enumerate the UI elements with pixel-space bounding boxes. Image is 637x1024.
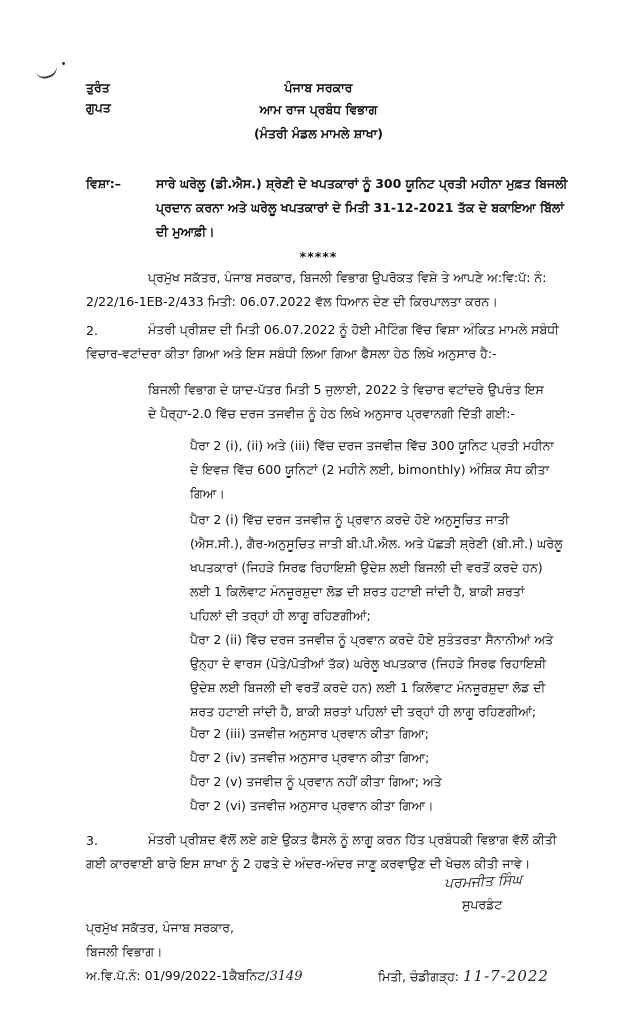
reference-number-handwritten: 3149 — [269, 969, 303, 984]
subject-text — [156, 172, 567, 244]
item-line: ਪੈਰਾ 2 (i), (ii) ਅਤੇ (iii) ਵਿੱਚ ਦਰਜ ਤਜਵੀਜ਼ ਵਿੱਚ 300 ਯੂਨਿਟ ਪ੍ਰਤੀ ਮਹੀਨਾ — [190, 438, 554, 453]
paragraph-1 — [86, 266, 546, 314]
paragraph-2-number: 2. — [86, 323, 98, 338]
branch-title: (ਮੰਤਰੀ ਮੰਡਲ ਮਾਮਲੇ ਸ਼ਾਖਾ) — [254, 126, 383, 141]
signature: ਪਰਮਜੀਤ ਸਿੰਘ — [443, 871, 523, 893]
secret-label: ਗੁਪਤ — [86, 100, 111, 115]
item-line: ਲਈ 1 ਕਿਲੋਵਾਟ ਮੰਨਜ਼ੂਰਸ਼ੁਦਾ ਲੋਡ ਦੀ ਸ਼ਰਤ ਹਟਾਈ ਜਾਂਦੀ ਹੈ, ਬਾਕੀ ਸ਼ਰਤਾਂ — [190, 584, 525, 599]
decision-item-4 — [190, 722, 429, 746]
item-line: (ਐਸ.ਸੀ.), ਗੈਰ-ਅਨੁਸੂਚਿਤ ਜਾਤੀ ਬੀ.ਪੀ.ਐਲ. ਅਤੇ ਪੱਛੜੀ ਸ਼੍ਰੇਣੀ (ਬੀ.ਸੀ.) ਘਰੇਲੂ — [190, 536, 563, 551]
addressee-line-2: ਬਿਜਲੀ ਵਿਭਾਗ। — [86, 944, 163, 959]
paragraph-line: ਪ੍ਰਮੁੱਖ ਸਕੱਤਰ, ਪੰਜਾਬ ਸਰਕਾਰ, ਬਿਜਲੀ ਵਿਭਾਗ ਉਪਰੋਕਤ ਵਿਸ਼ੇ ਤੇ ਆਪਣੇ ਅ:ਵਿ:ਪੱ: ਨੰ: — [148, 270, 547, 285]
item-line: ਗਿਆ। — [190, 486, 225, 501]
item-line: ਪੈਰਾ 2 (vi) ਤਜਵੀਜ਼ ਅਨੁਸਾਰ ਪ੍ਰਵਾਨ ਕੀਤਾ ਗਿਆ। — [190, 798, 434, 813]
item-line: ਪੈਰਾ 2 (iii) ਤਜਵੀਜ਼ ਅਨੁਸਾਰ ਪ੍ਰਵਾਨ ਕੀਤਾ ਗਿਆ; — [190, 726, 429, 741]
reference-number-prefix: ਅ.ਵਿ.ਪੱ.ਨੰ: 01/99/2022-1ਕੈਬਨਿਟ/ — [86, 968, 270, 983]
addressee-line-1: ਪ੍ਰਮੁੱਖ ਸਕੱਤਰ, ਪੰਜਾਬ ਸਰਕਾਰ, — [86, 920, 234, 935]
urgent-label: ਤੁਰੰਤ — [86, 80, 110, 95]
decision-item-5 — [190, 746, 429, 770]
decision-item-6 — [190, 770, 442, 794]
paragraph-line: ਮੰਤਰੀ ਪ੍ਰੀਸ਼ਦ ਵੱਲੋਂ ਲਏ ਗਏ ਉਕਤ ਫੈਸਲੇ ਨੂੰ ਲਾਗੂ ਕਰਨ ਹਿੱਤ ਪ੍ਰਬੰਧਕੀ ਵਿਭਾਗ ਵੱਲੋਂ ਕੀਤੀ — [148, 832, 557, 847]
paragraph-line: ਗਈ ਕਾਰਵਾਈ ਬਾਰੇ ਇਸ ਸ਼ਾਖਾ ਨੂੰ 2 ਹਫਤੇ ਦੇ ਅੰਦਰ-ਅੰਦਰ ਜਾਣੂ ਕਰਵਾਉਣ ਦੀ ਖੇਚਲ ਕੀਤੀ ਜਾਵੇ। — [86, 856, 531, 871]
paragraph-line: 2/22/16-1EB-2/433 ਮਿਤੀ: 06.07.2022 ਵੱਲ ਧਿਆਨ ਦੇਣ ਦੀ ਕਿਰਪਾਲਤਾ ਕਰਨ। — [86, 294, 498, 309]
issue-date-prefix: ਮਿਤੀ, ਚੰਡੀਗੜ੍ਹ: — [378, 969, 460, 984]
paragraph-line: ਦੇ ਪੈਰ੍ਹਾ-2.0 ਵਿੱਚ ਦਰਜ ਤਜਵੀਜ਼ ਨੂੰ ਹੇਠ ਲਿਖੇ ਅਨੁਸਾਰ ਪ੍ਰਵਾਨਗੀ ਦਿੱਤੀ ਗਈ:- — [148, 406, 515, 421]
decision-item-3 — [190, 628, 553, 724]
item-line: ਸ਼ਰਤ ਹਟਾਈ ਜਾਂਦੀ ਹੈ, ਬਾਕੀ ਸ਼ਰਤਾਂ ਪਹਿਲਾਂ ਦੀ ਤਰ੍ਹਾਂ ਹੀ ਲਾਗੂ ਰਹਿਣਗੀਆਂ; — [190, 704, 537, 719]
decision-item-2 — [190, 508, 563, 628]
subject-line: ਦੀ ਮੁਆਫ਼ੀ। — [156, 224, 215, 239]
paragraph-line: ਮੰਤਰੀ ਪ੍ਰੀਸ਼ਦ ਦੀ ਮਿਤੀ 06.07.2022 ਨੂੰ ਹੋਈ ਮੀਟਿੰਗ ਵਿੱਚ ਵਿਸ਼ਾ ਅੰਕਿਤ ਮਾਮਲੇ ਸਬੰਧੀ — [148, 322, 559, 337]
decision-intro — [148, 378, 544, 426]
reference-number — [86, 966, 303, 987]
item-line: ਉਨ੍ਹਾ ਦੇ ਵਾਰਸ (ਪੋਤੇ/ਪੋਤੀਆਂ ਤੱਕ) ਘਰੇਲੂ ਖਪਤਕਾਰ (ਜਿਹੜੇ ਸਿਰਫ ਰਿਹਾਇਸ਼ੀ — [190, 656, 547, 671]
item-line: ਦੇ ਇਵਜ਼ ਵਿੱਚ 600 ਯੂਨਿਟਾਂ (2 ਮਹੀਨੇ ਲਈ, bimonthly) ਅੰਸ਼ਿਕ ਸੋਧ ਕੀਤਾ — [190, 462, 550, 477]
gov-title: ਪੰਜਾਬ ਸਰਕਾਰ — [284, 80, 353, 95]
decision-item-7 — [190, 794, 434, 818]
item-line: ਪੈਰਾ 2 (i) ਵਿੱਚ ਦਰਜ ਤਜਵੀਜ਼ ਨੂੰ ਪ੍ਰਵਾਨ ਕਰਦੇ ਹੋਏ ਅਨੁਸੂਚਿਤ ਜਾਤੀ — [190, 512, 510, 527]
paragraph-line: ਵਿਚਾਰ-ਵਟਾਂਦਰਾ ਕੀਤਾ ਗਿਆ ਅਤੇ ਇਸ ਸਬੰਧੀ ਲਿਆ ਗਿਆ ਫੈਸਲਾ ਹੇਠ ਲਿਖੇ ਅਨੁਸਾਰ ਹੈ:- — [86, 346, 497, 361]
paragraph-line: ਬਿਜਲੀ ਵਿਭਾਗ ਦੇ ਯਾਦ-ਪੱਤਰ ਮਿਤੀ 5 ਜੁਲਾਈ, 2022 ਤੇ ਵਿਚਾਰ ਵਟਾਂਦਰੇ ਉਪਰੰਤ ਇਸ — [148, 382, 544, 397]
subject-line: ਪ੍ਰਦਾਨ ਕਰਨਾ ਅਤੇ ਘਰੇਲੂ ਖਪਤਕਾਰਾਂ ਦੇ ਮਿਤੀ 31-12-2021 ਤੱਕ ਦੇ ਬਕਾਇਆ ਬਿੱਲਾਂ — [156, 200, 564, 215]
separator-stars: ***** — [299, 249, 338, 264]
issue-date-handwritten: 11-7-2022 — [463, 967, 549, 985]
paragraph-3 — [86, 828, 557, 876]
subject-label: ਵਿਸ਼ਾ:– — [86, 176, 121, 191]
item-line: ਪੈਰਾ 2 (iv) ਤਜਵੀਜ਼ ਅਨੁਸਾਰ ਪ੍ਰਵਾਨ ਕੀਤਾ ਗਿਆ; — [190, 750, 430, 765]
item-line: ਉਦੇਸ਼ ਲਈ ਬਿਜਲੀ ਦੀ ਵਰਤੋਂ ਕਰਦੇ ਹਨ) ਲਈ 1 ਕਿਲੋਵਾਟ ਮੰਨਜ਼ੂਰਸ਼ੁਦਾ ਲੋਡ ਦੀ — [190, 680, 546, 695]
paragraph-2 — [86, 318, 559, 366]
paragraph-3-number: 3. — [86, 833, 98, 848]
pen-dot — [62, 62, 65, 65]
item-line: ਪੈਰਾ 2 (v) ਤਜਵੀਜ਼ ਨੂੰ ਪ੍ਰਵਾਨ ਨਹੀਂ ਕੀਤਾ ਗਿਆ; ਅਤੇ — [190, 774, 442, 789]
item-line: ਪੈਰਾ 2 (ii) ਵਿੱਚ ਦਰਜ ਤਜਵੀਜ਼ ਨੂੰ ਪ੍ਰਵਾਨ ਕਰਦੇ ਹੋਏ ਸੁਤੰਤਰਤਾ ਸੈਨਾਨੀਆਂ ਅਤੇ — [190, 632, 554, 647]
department-title: ਆਮ ਰਾਜ ਪ੍ਰਬੰਧ ਵਿਭਾਗ — [259, 102, 378, 117]
subject-line: ਸਾਰੇ ਘਰੇਲੂ (ਡੀ.ਐਸ.) ਸ਼੍ਰੇਣੀ ਦੇ ਖਪਤਕਾਰਾਂ ਨੂੰ 300 ਯੂਨਿਟ ਪ੍ਰਤੀ ਮਹੀਨਾ ਮੁਫ਼ਤ ਬਿਜਲੀ — [156, 176, 568, 191]
item-line: ਖਪਤਕਾਰਾਂ (ਜਿਹੜੇ ਸਿਰਫ ਰਿਹਾਇਸ਼ੀ ਉਦੇਸ਼ ਲਈ ਬਿਜਲੀ ਦੀ ਵਰਤੋਂ ਕਰਦੇ ਹਨ) — [190, 560, 543, 575]
decision-item-1 — [190, 434, 554, 506]
signatory-designation: ਸੁਪਰਡੰਟ — [462, 897, 503, 912]
issue-date — [378, 966, 549, 987]
item-line: ਪਹਿਲਾਂ ਦੀ ਤਰ੍ਹਾਂ ਹੀ ਲਾਗੂ ਰਹਿਣਗੀਆਂ; — [190, 608, 371, 623]
